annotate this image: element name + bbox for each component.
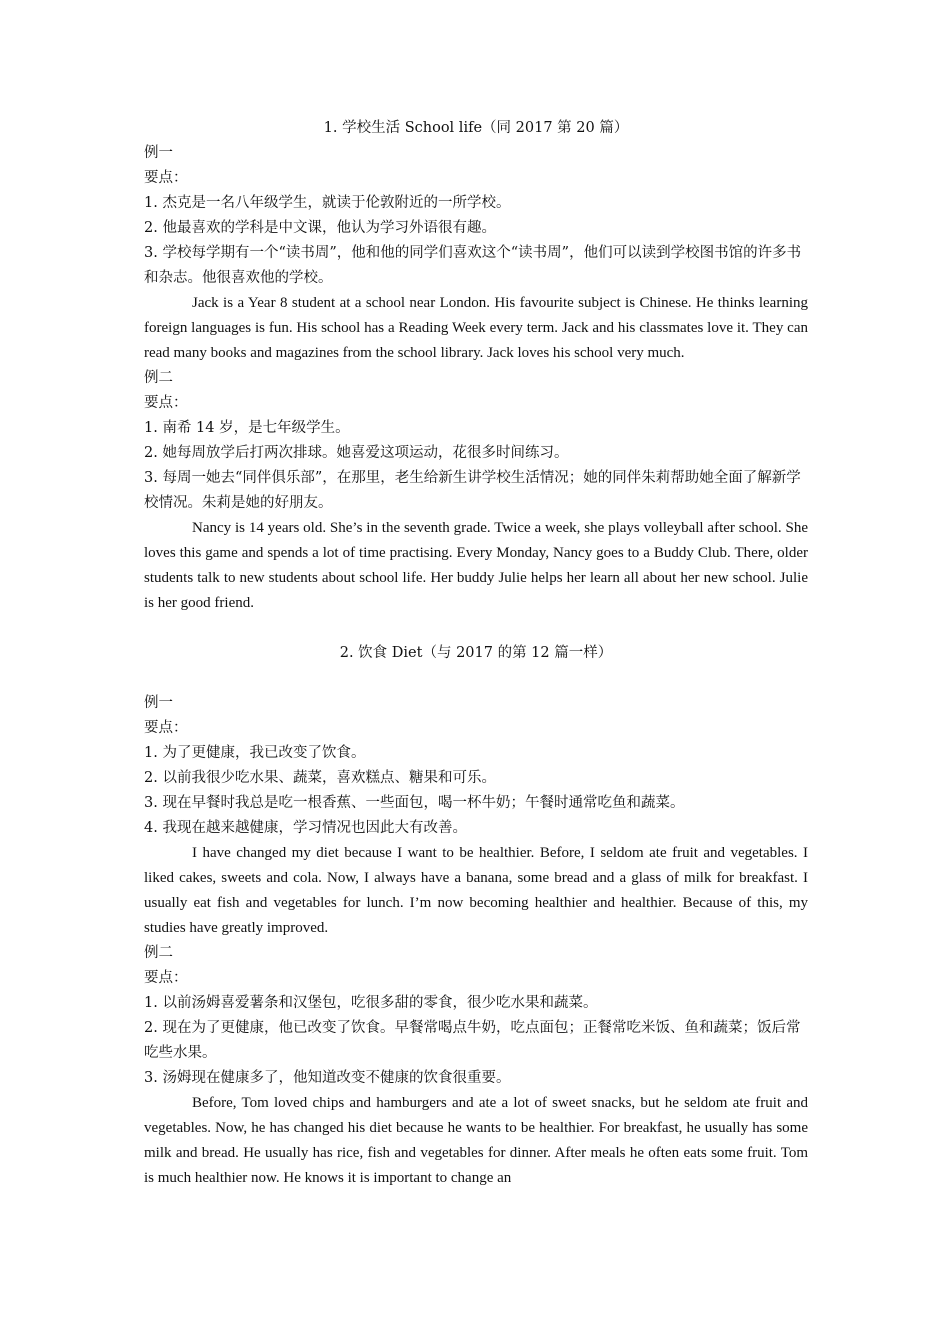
- points-label: 要点：: [144, 970, 188, 986]
- document-page: [144, 116, 808, 1191]
- point-item: 2. 他最喜欢的学科是中文课，他认为学习外语很有趣。: [144, 220, 496, 236]
- point-item: 1. 以前汤姆喜爱薯条和汉堡包，吃很多甜的零食，很少吃水果和蔬菜。: [144, 995, 598, 1011]
- point-item: 4. 我现在越来越健康，学习情况也因此大有改善。: [144, 820, 467, 836]
- example-label: 例一: [144, 145, 173, 161]
- point-item: 3. 每周一她去“同伴俱乐部”，在那里，老生给新生讲学校生活情况；她的同伴朱莉帮助她全面了解新学校情况。朱莉是她的好朋友。: [144, 470, 801, 511]
- point-item: 2. 她每周放学后打两次排球。她喜爱这项运动，花很多时间练习。: [144, 445, 569, 461]
- point-item: 3. 汤姆现在健康多了，他知道改变不健康的饮食很重要。: [144, 1070, 511, 1086]
- section-spacer: [144, 666, 808, 691]
- point-item: 2. 现在为了更健康，他已改变了饮食。早餐常喝点牛奶，吃点面包；正餐常吃米饭、鱼和蔬菜；饭后常吃些水果。: [144, 1020, 801, 1061]
- points-label: 要点：: [144, 170, 188, 186]
- point-item: 1. 为了更健康，我已改变了饮食。: [144, 745, 366, 761]
- points-label: 要点：: [144, 395, 188, 411]
- section-spacer: [144, 616, 808, 641]
- point-item: 1. 南希 14 岁，是七年级学生。: [144, 420, 350, 436]
- essay-paragraph: Nancy is 14 years old. She’s in the seventh grade. Twice a week, she plays volleyball after school. She loves this game and spends a lot of time practising. Every Monday, Nancy goes to a Buddy Club. There, older students talk to new students about school life. Her buddy Julie helps her learn all about her new school. Julie is her good friend.: [144, 520, 808, 611]
- point-item: 3. 现在早餐时我总是吃一根香蕉、一些面包，喝一杯牛奶；午餐时通常吃鱼和蔬菜。: [144, 795, 685, 811]
- example-label: 例二: [144, 945, 173, 961]
- essay-paragraph: Jack is a Year 8 student at a school near London. His favourite subject is Chinese. He thinks learning foreign languages is fun. His school has a Reading Week every term. Jack and his classmates love it. They can read many books and magazines from the school library. Jack loves his school very much.: [144, 295, 808, 361]
- example-label: 例一: [144, 695, 173, 711]
- essay-paragraph: Before, Tom loved chips and hamburgers and ate a lot of sweet snacks, but he seldom ate fruit and vegetables. Now, he has changed his diet because he wants to be healthier. For breakfast, he usually has some milk and bread. He usually has rice, fish and vegetables for dinner. After meals he often eats some fruit. Tom is much healthier now. He knows it is important to change an: [144, 1095, 808, 1186]
- point-item: 3. 学校每学期有一个“读书周”，他和他的同学们喜欢这个“读书周”，他们可以读到学校图书馆的许多书和杂志。他很喜欢他的学校。: [144, 245, 802, 286]
- points-label: 要点：: [144, 720, 188, 736]
- point-item: 1. 杰克是一名八年级学生，就读于伦敦附近的一所学校。: [144, 195, 511, 211]
- essay-paragraph: I have changed my diet because I want to be healthier. Before, I seldom ate fruit and vegetables. I liked cakes, sweets and cola. Now, I always have a banana, some bread and a glass of milk for breakfast. I usually eat fish and vegetables for lunch. I’m now becoming healthier and healthier. Because of this, my studies have greatly improved.: [144, 845, 808, 936]
- section-title: 1. 学校生活 School life（同 2017 第 20 篇）: [323, 120, 629, 136]
- example-label: 例二: [144, 370, 173, 386]
- section-title: 2. 饮食 Diet（与 2017 的第 12 篇一样）: [339, 645, 613, 661]
- point-item: 2. 以前我很少吃水果、蔬菜，喜欢糕点、糖果和可乐。: [144, 770, 496, 786]
